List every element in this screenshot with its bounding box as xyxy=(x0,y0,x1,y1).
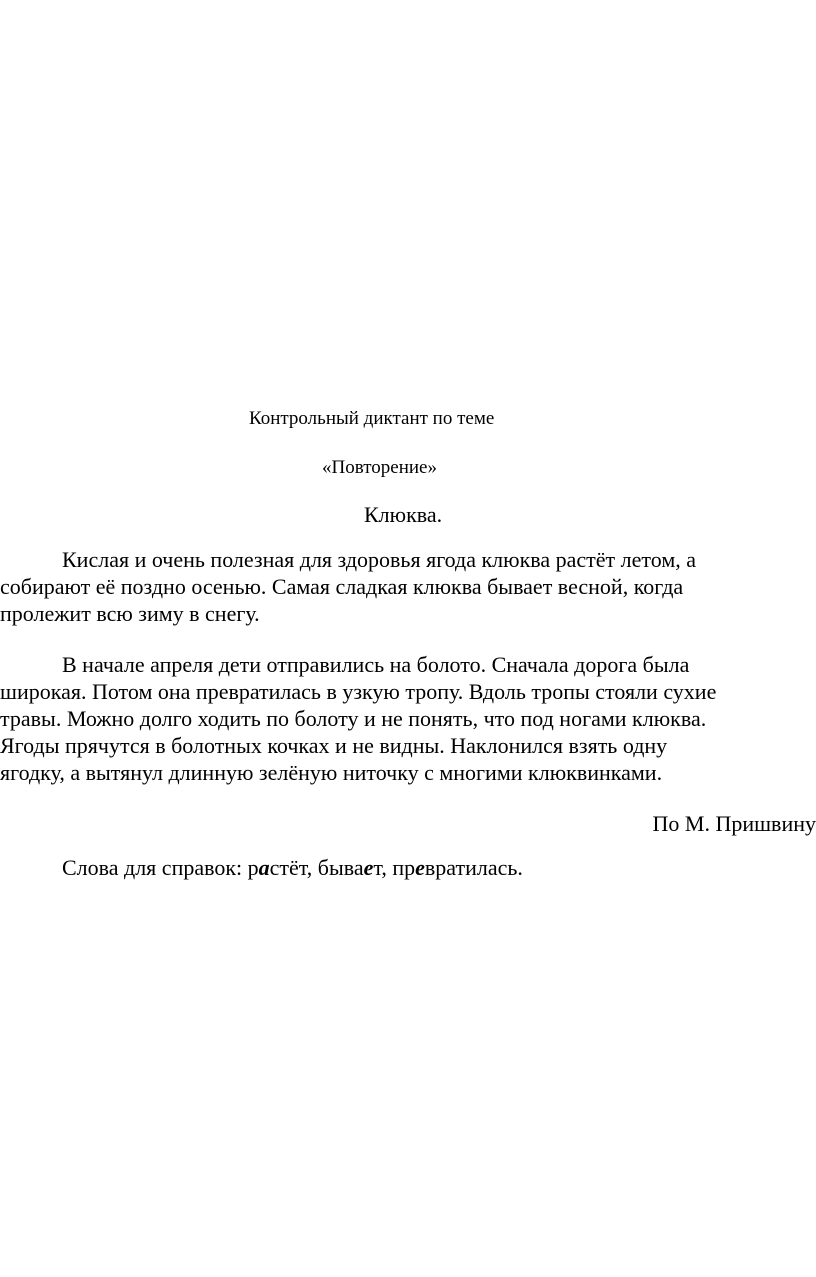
word-part: быва xyxy=(317,855,364,880)
word-part: вратилась xyxy=(424,855,518,880)
reference-label: Слова для справок: xyxy=(62,855,248,880)
highlighted-vowel: а xyxy=(258,855,270,880)
paragraph-line: В начале апреля дети отправились на болото. Сначала дорога была xyxy=(62,652,690,677)
word-part: т xyxy=(373,855,382,880)
paragraph-line: собирают её поздно осенью. Самая сладкая клюква бывает весной, когда xyxy=(0,574,684,599)
author-attribution: По М. Пришвину xyxy=(652,811,816,836)
paragraph-2 xyxy=(0,651,816,786)
highlighted-vowel: е xyxy=(363,855,374,880)
reference-word-rastet xyxy=(248,855,307,880)
paragraph-line: пролежит всю зиму в снегу. xyxy=(0,601,260,626)
word-part: р xyxy=(247,855,259,880)
reference-word-prevratilas xyxy=(392,855,517,880)
paragraph-line: травы. Можно долго ходить по болоту и не понять, что под ногами клюква. xyxy=(0,706,707,731)
reference-words xyxy=(62,854,523,881)
reference-word-byvaet xyxy=(318,855,382,880)
document-heading: Контрольный диктант по теме xyxy=(249,408,495,429)
separator: , xyxy=(306,855,318,880)
document-topic: «Повторение» xyxy=(322,457,437,478)
paragraph-line: Ягоды прячутся в болотных кочках и не видны. Наклонился взять одну xyxy=(0,733,668,758)
end-punctuation: . xyxy=(517,855,523,880)
paragraph-line: широкая. Потом она превратилась в узкую тропу. Вдоль тропы стояли сухие xyxy=(0,679,717,704)
word-part: пр xyxy=(392,855,416,880)
separator: , xyxy=(381,855,393,880)
paragraph-1 xyxy=(0,546,816,627)
word-part: стёт xyxy=(269,855,307,880)
highlighted-vowel: е xyxy=(415,855,425,880)
paragraph-line: Кислая и очень полезная для здоровья ягода клюква растёт летом, а xyxy=(62,547,697,572)
paragraph-line: ягодку, а вытянул длинную зелёную ниточку с многими клюквинками. xyxy=(0,760,663,785)
story-title: Клюква. xyxy=(364,502,443,527)
